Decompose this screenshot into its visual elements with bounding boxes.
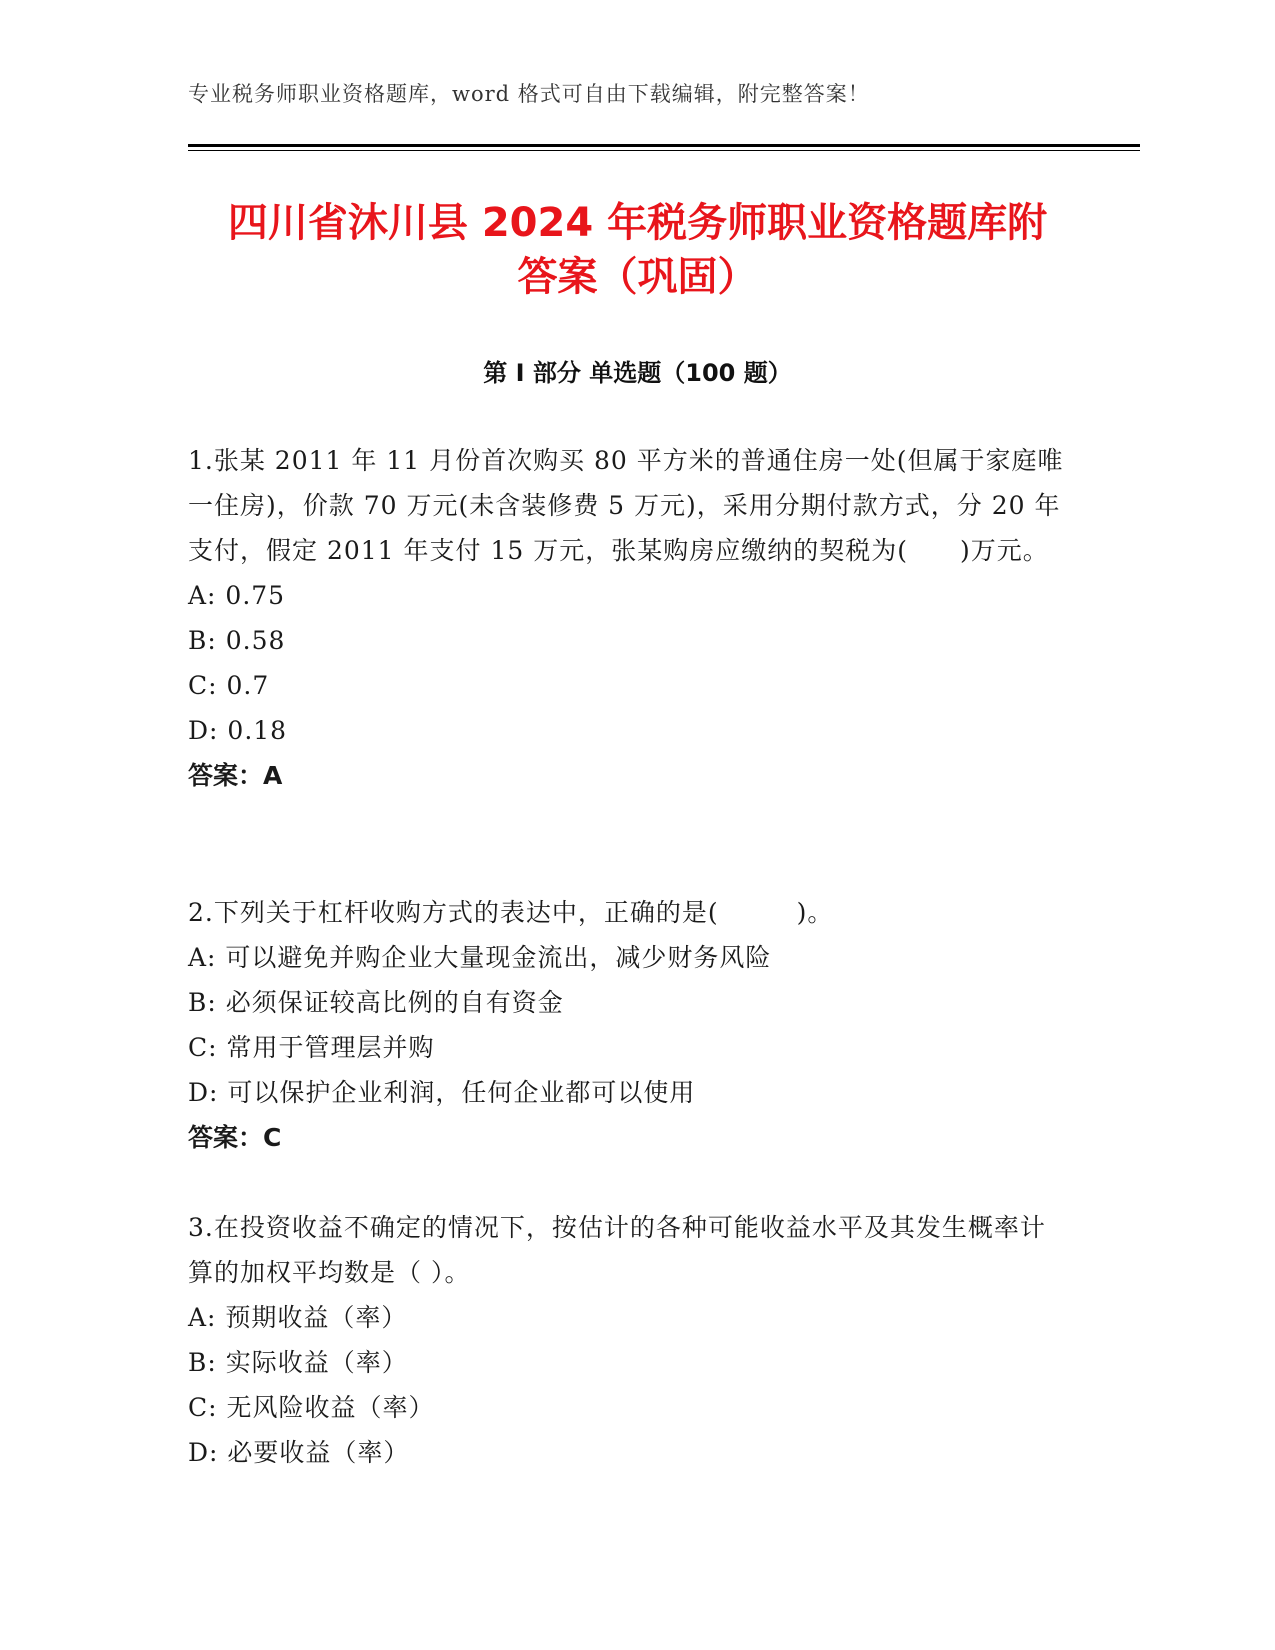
question-3 <box>188 1205 1068 1475</box>
header-rule-thin <box>188 150 1140 151</box>
option-a: A: 0.75 <box>188 581 286 610</box>
document-title-line2: 答案（巩固） <box>517 254 758 300</box>
option-d: D: 可以保护企业利润，任何企业都可以使用 <box>188 1078 696 1107</box>
option-c: C: 无风险收益（率） <box>188 1393 435 1422</box>
option-b: B: 必须保证较高比例的自有资金 <box>188 988 564 1017</box>
option-a: A: 可以避免并购企业大量现金流出，减少财务风险 <box>188 943 772 972</box>
header-rule-thick <box>188 144 1140 147</box>
question-text: 1.张某 2011 年 11 月份首次购买 80 平方米的普通住房一处(但属于家庭唯一住房)，价款 70 万元(未含装修费 5 万元)，采用分期付款方式，分 20 年支付，假定 2011 年支付 15 万元，张某购房应缴纳的契税为( )万元。 <box>188 446 1064 565</box>
section-heading: 第 I 部分 单选题（100 题） <box>483 359 792 387</box>
option-b: B: 0.58 <box>188 626 286 655</box>
option-c: C: 0.7 <box>188 671 270 700</box>
answer: 答案：A <box>188 761 283 790</box>
document-title-line1: 四川省沐川县 2024 年税务师职业资格题库附 <box>227 200 1048 246</box>
question-text: 2.下列关于杠杆收购方式的表达中，正确的是( )。 <box>188 898 834 927</box>
option-d: D: 0.18 <box>188 716 288 745</box>
option-d: D: 必要收益（率） <box>188 1438 410 1467</box>
option-a: A: 预期收益（率） <box>188 1303 408 1332</box>
option-c: C: 常用于管理层并购 <box>188 1033 435 1062</box>
document-title <box>150 196 1125 304</box>
question-text: 3.在投资收益不确定的情况下，按估计的各种可能收益水平及其发生概率计算的加权平均数是（ ）。 <box>188 1213 1046 1287</box>
question-2 <box>188 890 1068 1160</box>
option-b: B: 实际收益（率） <box>188 1348 408 1377</box>
question-1 <box>188 438 1068 798</box>
answer: 答案：C <box>188 1123 282 1152</box>
header-note: 专业税务师职业资格题库，word 格式可自由下载编辑，附完整答案！ <box>188 82 870 106</box>
